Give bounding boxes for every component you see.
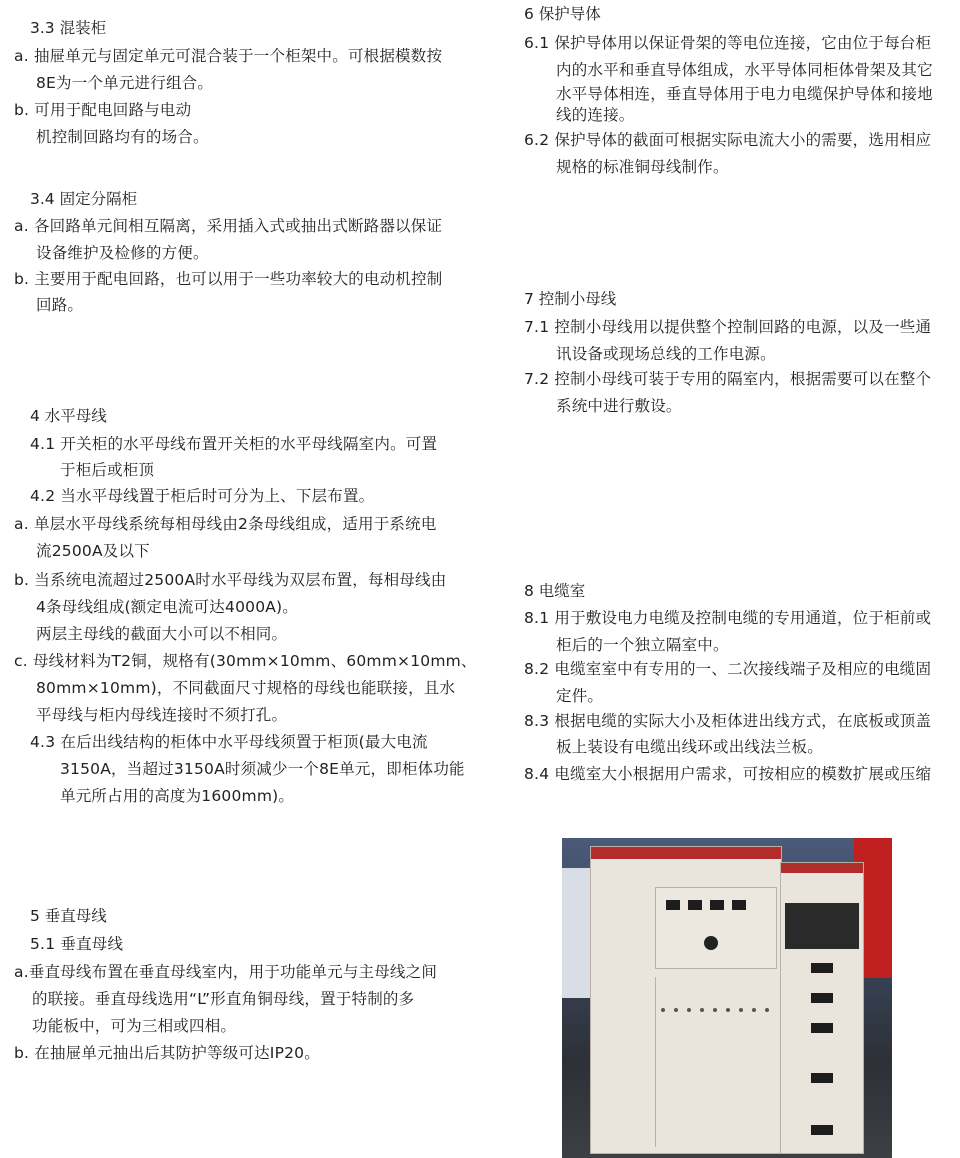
section-7-title: 7 控制小母线 bbox=[524, 290, 617, 308]
paragraph: 8.4 电缆室大小根据用户需求，可按相应的模数扩展或压缩 bbox=[524, 765, 932, 783]
paragraph: 流2500A及以下 bbox=[36, 542, 150, 560]
meter bbox=[688, 900, 702, 910]
section-4-title: 4 水平母线 bbox=[30, 407, 107, 425]
paragraph: 于柜后或柜顶 bbox=[60, 461, 155, 479]
door-seam bbox=[655, 977, 656, 1147]
cabinet-right bbox=[780, 862, 864, 1154]
paragraph: 4.2 当水平母线置于柜后时可分为上、下层布置。 bbox=[30, 487, 375, 505]
paragraph: 80mm×10mm)，不同截面尺寸规格的母线也能联接，且水 bbox=[36, 679, 456, 697]
paragraph: 4.1 开关柜的水平母线布置开关柜的水平母线隔室内。可置 bbox=[30, 435, 438, 453]
paragraph: a. 各回路单元间相互隔离，采用插入式或抽出式断路器以保证 bbox=[14, 217, 443, 235]
paragraph: 内的水平和垂直导体组成，水平导体同柜体骨架及其它 bbox=[556, 61, 933, 79]
paragraph: a. 抽屉单元与固定单元可混合装于一个柜架中。可根据模数按 bbox=[14, 47, 443, 65]
paragraph: 功能板中，可为三相或四相。 bbox=[32, 1017, 237, 1035]
drawer-handle bbox=[811, 1023, 833, 1033]
cabinet-top-bar bbox=[591, 847, 781, 859]
paragraph: 规格的标准铜母线制作。 bbox=[556, 158, 729, 176]
section-3-3-title: 3.3 混装柜 bbox=[30, 19, 107, 37]
paragraph: 8.2 电缆室室中有专用的一、二次接线端子及相应的电缆固 bbox=[524, 660, 932, 678]
paragraph: 6.1 保护导体用以保证骨架的等电位连接，它由位于每台柜 bbox=[524, 34, 932, 52]
paragraph: 平母线与柜内母线连接时不须打孔。 bbox=[36, 706, 288, 724]
paragraph: b. 主要用于配电回路，也可以用于一些功率较大的电动机控制 bbox=[14, 270, 443, 288]
paragraph: b. 当系统电流超过2500A时水平母线为双层布置，每相母线由 bbox=[14, 571, 447, 589]
section-6-title: 6 保护导体 bbox=[524, 5, 601, 23]
paragraph: 5.1 垂直母线 bbox=[30, 935, 124, 953]
meter bbox=[666, 900, 680, 910]
paragraph: 4.3 在后出线结构的柜体中水平母线须置于柜顶(最大电流 bbox=[30, 733, 428, 751]
paragraph: 3150A，当超过3150A时须减少一个8E单元，即柜体功能 bbox=[60, 760, 465, 778]
paragraph: 系统中进行敷设。 bbox=[556, 397, 682, 415]
paragraph: b. 可用于配电回路与电动 bbox=[14, 101, 192, 119]
paragraph: 线的连接。 bbox=[556, 106, 635, 124]
paragraph: 6.2 保护导体的截面可根据实际电流大小的需要，选用相应 bbox=[524, 131, 932, 149]
paragraph: 7.1 控制小母线用以提供整个控制回路的电源，以及一些通 bbox=[524, 318, 932, 336]
paragraph: 定件。 bbox=[556, 687, 604, 705]
cabinet-top-bar bbox=[781, 863, 863, 873]
paragraph: 设备维护及检修的方便。 bbox=[36, 244, 209, 262]
cabinet-left bbox=[590, 846, 782, 1154]
paragraph: 板上装设有电缆出线环或出线法兰板。 bbox=[556, 738, 823, 756]
drawer-handle bbox=[811, 1125, 833, 1135]
paragraph: 柜后的一个独立隔室中。 bbox=[556, 636, 729, 654]
paragraph: 的联接。垂直母线选用“L”形直角铜母线，置于特制的多 bbox=[32, 990, 415, 1008]
meter bbox=[732, 900, 746, 910]
rotary-switch bbox=[704, 936, 718, 950]
section-3-4-title: 3.4 固定分隔柜 bbox=[30, 190, 138, 208]
section-8-title: 8 电缆室 bbox=[524, 582, 586, 600]
paragraph: 7.2 控制小母线可装于专用的隔室内，根据需要可以在整个 bbox=[524, 370, 932, 388]
drawer-handle bbox=[811, 1073, 833, 1083]
indicator-row bbox=[661, 997, 778, 1016]
meter-panel bbox=[655, 887, 777, 969]
paragraph: a.垂直母线布置在垂直母线室内，用于功能单元与主母线之间 bbox=[14, 963, 438, 981]
section-5-title: 5 垂直母线 bbox=[30, 907, 107, 925]
paragraph: 回路。 bbox=[36, 296, 84, 314]
drawer-unit bbox=[785, 903, 859, 949]
meter bbox=[710, 900, 724, 910]
paragraph: 两层主母线的截面大小可以不相同。 bbox=[36, 625, 288, 643]
paragraph: 水平导体相连，垂直导体用于电力电缆保护导体和接地 bbox=[556, 85, 933, 103]
paragraph: 机控制回路均有的场合。 bbox=[36, 128, 209, 146]
paragraph: a. 单层水平母线系统每相母线由2条母线组成，适用于系统电 bbox=[14, 515, 437, 533]
paragraph: 讯设备或现场总线的工作电源。 bbox=[556, 345, 776, 363]
paragraph: 4条母线组成(额定电流可达4000A)。 bbox=[36, 598, 299, 616]
paragraph: 8.1 用于敷设电力电缆及控制电缆的专用通道，位于柜前或 bbox=[524, 609, 932, 627]
paragraph: 单元所占用的高度为1600mm)。 bbox=[60, 787, 295, 805]
paragraph: 8.3 根据电缆的实际大小及柜体进出线方式，在底板或顶盖 bbox=[524, 712, 932, 730]
switchgear-cabinet-photo bbox=[562, 838, 892, 1158]
paragraph: b. 在抽屉单元抽出后其防护等级可达IP20。 bbox=[14, 1044, 320, 1062]
paragraph: 8E为一个单元进行组合。 bbox=[36, 74, 214, 92]
drawer-handle bbox=[811, 963, 833, 973]
paragraph: c. 母线材料为T2铜，规格有(30mm×10mm、60mm×10mm、 bbox=[14, 652, 477, 670]
drawer-handle bbox=[811, 993, 833, 1003]
